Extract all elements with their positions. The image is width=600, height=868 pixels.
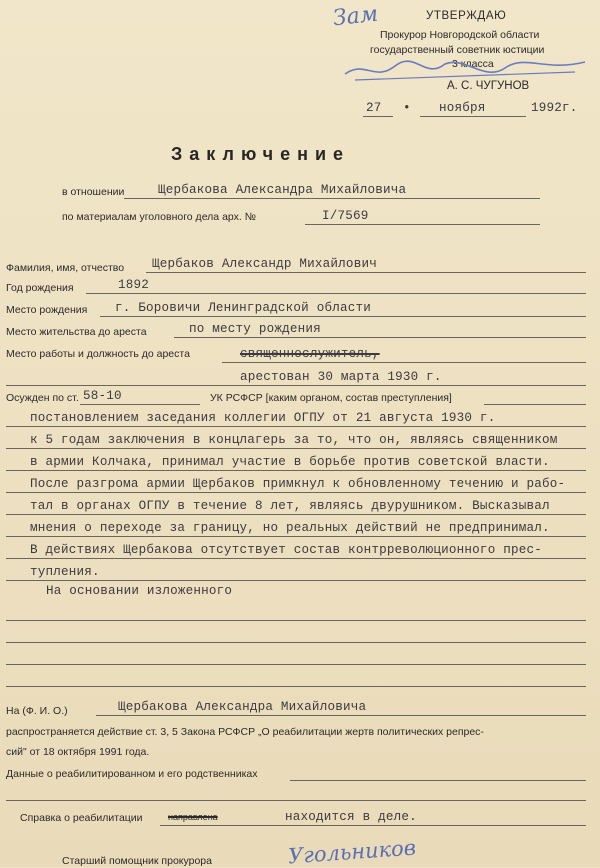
case-label: по материалам уголовного дела арх. № bbox=[62, 211, 256, 223]
name-value: Щербаков Александр Михайлович bbox=[152, 257, 377, 271]
approval-line-1: Прокурор Новгородской области bbox=[380, 29, 540, 41]
certificate-label: Справка о реабилитации bbox=[20, 812, 143, 824]
conviction-line: На основании изложенного bbox=[46, 584, 233, 598]
signature: Угольников bbox=[287, 835, 417, 868]
certificate-struck: направлена bbox=[168, 812, 218, 822]
relatives-label: Данные о реабилитированном и его родственниках bbox=[6, 768, 258, 780]
signer-label: Старший помощник прокурора bbox=[62, 855, 212, 867]
arrest-value: арестован 30 марта 1930 г. bbox=[240, 370, 442, 384]
conviction-line: В действиях Щербакова отсутствует состав контрреволюционного прес- bbox=[30, 543, 542, 557]
regarding-label: в отношении bbox=[62, 186, 125, 198]
rehab-fio-value: Щербакова Александра Михайловича bbox=[118, 700, 367, 714]
conviction-line: постановлением заседания коллегии ОГПУ от 21 августа 1930 г. bbox=[30, 411, 496, 425]
rehab-law-line-2: сий" от 18 октября 1991 года. bbox=[6, 746, 150, 758]
conviction-line: к 5 годам заключения в концлагерь за то, что он, являясь священником bbox=[30, 433, 558, 447]
birth-year-label: Год рождения bbox=[6, 282, 74, 294]
conviction-article: 58-10 bbox=[83, 389, 122, 403]
birth-year-value: 1892 bbox=[118, 278, 150, 292]
certificate-value: находится в деле. bbox=[285, 810, 417, 824]
regarding-value: Щербакова Александра Михайловича bbox=[158, 183, 407, 197]
approval-day: 27 bbox=[366, 101, 382, 115]
rehab-law-line-1: распространяется действие ст. 3, 5 Закона РСФСР „О реабилитации жертв политических репрес- bbox=[6, 726, 484, 738]
document-title: Заключение bbox=[171, 144, 351, 164]
conviction-line: После разгрома армии Щербаков примкнул к обновленному течению и рабо- bbox=[30, 477, 566, 491]
conviction-label: Осужден по ст. bbox=[6, 392, 79, 404]
name-label: Фамилия, имя, отчество bbox=[6, 262, 125, 274]
approval-name: А. С. ЧУГУНОВ bbox=[447, 80, 530, 92]
birthplace-value: г. Боровичи Ленинградской области bbox=[115, 301, 371, 315]
conviction-code-label: УК РСФСР [каким органом, состав преступления] bbox=[210, 392, 452, 404]
approval-heading: УТВЕРЖДАЮ bbox=[426, 10, 507, 22]
case-number: I/7569 bbox=[322, 209, 369, 223]
approval-month: ноября bbox=[439, 101, 486, 115]
approval-line-2: государственный советник юстиции bbox=[370, 44, 545, 56]
approval-line-3: 3 класса bbox=[452, 58, 494, 70]
residence-value: по месту рождения bbox=[189, 322, 321, 336]
approval-year: 1992г. bbox=[531, 101, 578, 115]
conviction-line: тупления. bbox=[30, 565, 100, 579]
handwritten-note: Зам bbox=[331, 1, 380, 32]
rehab-fio-label: На (Ф. И. О.) bbox=[6, 705, 68, 717]
conviction-line: мнения о переходе за границу, но реальных действий не предпринимал. bbox=[30, 521, 550, 535]
birthplace-label: Место рождения bbox=[6, 304, 88, 316]
work-value: священнослужитель, bbox=[240, 347, 380, 361]
approval-dot: • bbox=[403, 101, 411, 115]
work-label: Место работы и должность до ареста bbox=[6, 348, 190, 360]
conviction-line: тал в органах ОГПУ в течение 8 лет, являясь двурушником. Высказывал bbox=[30, 499, 550, 513]
residence-label: Место жительства до ареста bbox=[6, 326, 147, 338]
conviction-line: в армии Колчака, принимал участие в борьбе против советской власти. bbox=[30, 455, 550, 469]
